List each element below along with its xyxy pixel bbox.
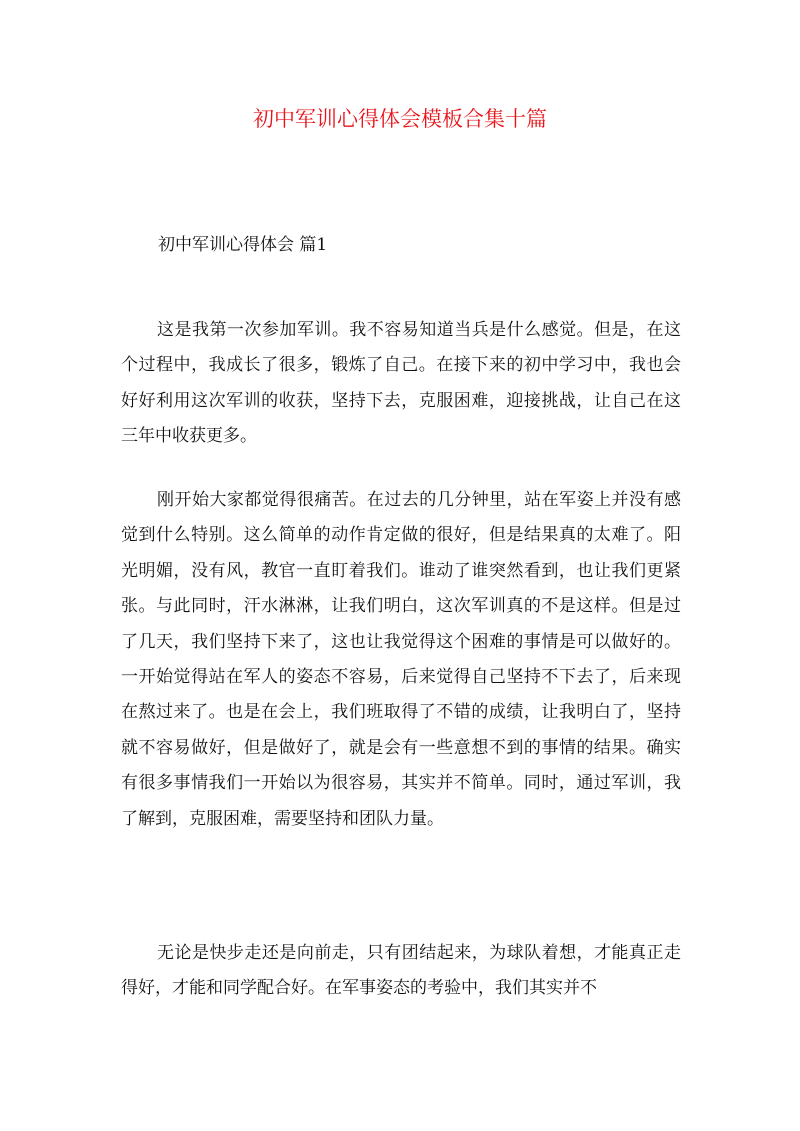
body-paragraph-1: 这是我第一次参加军训。我不容易知道当兵是什么感觉。但是，在这个过程中，我成长了很多，锻炼了自己。在接下来的初中学习中，我也会好好利用这次军训的收获，坚持下去，克服困难，迎接挑战，让自己在这三年中收获更多。: [121, 320, 681, 447]
body-paragraph-3: 无论是快步走还是向前走，只有团结起来，为球队着想，才能真正走得好，才能和同学配合好。在军事姿态的考验中，我们其实并不: [121, 943, 681, 999]
section-heading: 初中军训心得体会 篇1: [158, 235, 328, 255]
body-paragraph-2: 刚开始大家都觉得很痛苦。在过去的几分钟里，站在军姿上并没有感觉到什么特别。这么简单的动作肯定做的很好，但是结果真的太难了。阳光明媚，没有风，教官一直盯着我们。谁动了谁突然看到，也让我们更紧张。与此同时，汗水淋淋，让我们明白，这次军训真的不是这样。但是过了几天，我们坚持下来了，这也让我觉得这个困难的事情是可以做好的。一开始觉得站在军人的姿态不容易，后来觉得自己坚持不下去了，后来现在熬过来了。也是在会上，我们班取得了不错的成绩，让我明白了，坚持就不容易做好，但是做好了，就是会有一些意想不到的事情的结果。确实有很多事情我们一开始以为很容易，其实并不简单。同时，通过军训，我了解到，克服困难，需要坚持和团队力量。: [121, 490, 681, 829]
document-title: 初中军训心得体会模板合集十篇: [253, 107, 547, 131]
